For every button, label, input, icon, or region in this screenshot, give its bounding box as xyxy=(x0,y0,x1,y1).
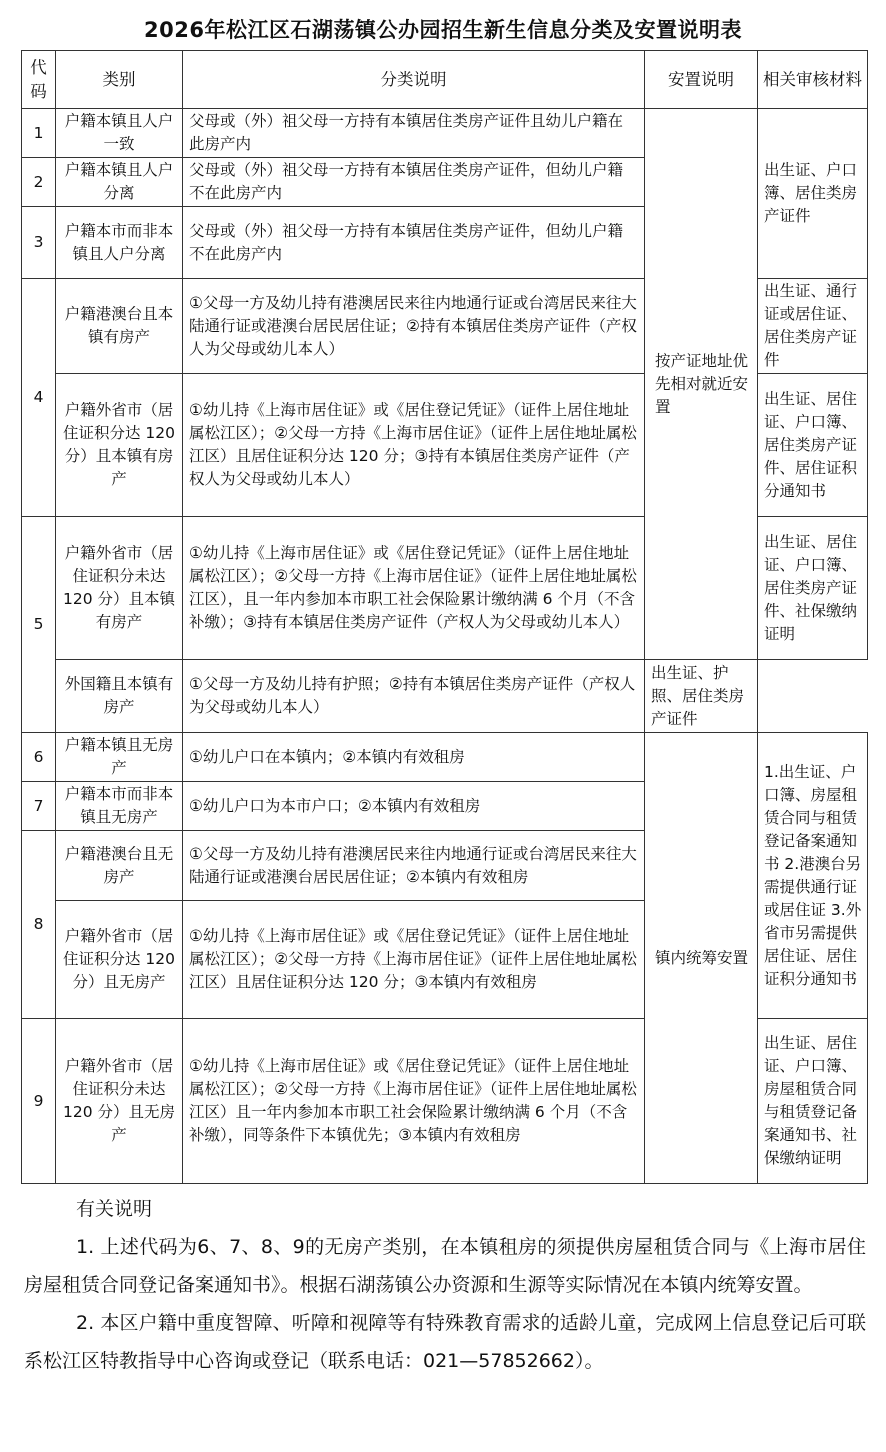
materials-cell: 出生证、居住证、户口簿、居住类房产证件、居住证积分通知书 xyxy=(758,374,868,517)
row-category: 户籍港澳台且本镇有房产 xyxy=(56,279,183,374)
materials-cell: 出生证、户口簿、居住类房产证件 xyxy=(758,109,868,279)
row-description: ①幼儿户口为本市户口；②本镇内有效租房 xyxy=(183,782,645,831)
row-description: ①父母一方及幼儿持有港澳居民来往内地通行证或台湾居民来往大陆通行证或港澳台居民居住证；②本镇内有效租房 xyxy=(183,831,645,901)
notes-section xyxy=(24,1190,866,1380)
materials-cell: 出生证、居住证、户口簿、居住类房产证件、社保缴纳证明 xyxy=(758,517,868,660)
table-header-row xyxy=(22,51,868,109)
row-category: 户籍外省市（居住证积分达 120 分）且无房产 xyxy=(56,901,183,1019)
row-code: 3 xyxy=(22,207,56,279)
row-code: 4 xyxy=(22,279,56,517)
row-code: 7 xyxy=(22,782,56,831)
materials-cell: 出生证、居住证、户口簿、房屋租赁合同与租赁登记备案通知书、社保缴纳证明 xyxy=(758,1019,868,1184)
row-description: ①父母一方及幼儿持有护照；②持有本镇居住类房产证件（产权人为父母或幼儿本人） xyxy=(183,660,645,733)
materials-cell: 出生证、护照、居住类房产证件 xyxy=(645,660,758,733)
row-description: ①幼儿持《上海市居住证》或《居住登记凭证》（证件上居住地址属松江区）；②父母一方持《上海市居住证》（证件上居住地址属松江区）且居住证积分达 120 分；③本镇内有效租房 xyxy=(183,901,645,1019)
header-materials: 相关审核材料 xyxy=(758,51,868,109)
placement-owned: 按产证地址优先相对就近安置 xyxy=(645,109,758,660)
row-category: 户籍外省市（居住证积分达 120 分）且本镇有房产 xyxy=(56,374,183,517)
row-description: ①幼儿户口在本镇内；②本镇内有效租房 xyxy=(183,733,645,782)
placement-rented: 镇内统筹安置 xyxy=(645,733,758,1184)
row-category: 户籍外省市（居住证积分未达 120 分）且无房产 xyxy=(56,1019,183,1184)
header-category: 类别 xyxy=(56,51,183,109)
row-description: ①幼儿持《上海市居住证》或《居住登记凭证》（证件上居住地址属松江区）；②父母一方持《上海市居住证》（证件上居住地址属松江区）且居住证积分达 120 分；③持有本镇居住类房产证件（产权人为父母或幼儿本人） xyxy=(183,374,645,517)
notes-heading: 有关说明 xyxy=(76,1198,153,1220)
materials-cell: 1.出生证、户口簿、房屋租赁合同与租赁登记备案通知书 2.港澳台另需提供通行证或居住证 3.外省市另需提供居住证、居住证积分通知书 xyxy=(758,733,868,1019)
row-category: 户籍本镇且人户一致 xyxy=(56,109,183,158)
note-item: 1. 上述代码为6、7、8、9的无房产类别，在本镇租房的须提供房屋租赁合同与《上海市居住房屋租赁合同登记备案通知书》。根据石湖荡镇公办资源和生源等实际情况在本镇内统筹安置。 xyxy=(24,1236,866,1296)
row-category: 户籍港澳台且无房产 xyxy=(56,831,183,901)
row-category: 户籍本镇且人户分离 xyxy=(56,158,183,207)
header-placement: 安置说明 xyxy=(645,51,758,109)
header-code: 代码 xyxy=(22,51,56,109)
materials-cell: 出生证、通行证或居住证、居住类房产证件 xyxy=(758,279,868,374)
row-description: ①幼儿持《上海市居住证》或《居住登记凭证》（证件上居住地址属松江区）；②父母一方持《上海市居住证》（证件上居住地址属松江区）且一年内参加本市职工社会保险累计缴纳满 6 个月（不含补缴），同等条件下本镇优先；③本镇内有效租房 xyxy=(183,1019,645,1184)
row-code: 9 xyxy=(22,1019,56,1184)
table-row xyxy=(22,109,868,158)
row-description: 父母或（外）祖父母一方持有本镇居住类房产证件，但幼儿户籍不在此房产内 xyxy=(183,158,645,207)
row-description: ①父母一方及幼儿持有港澳居民来往内地通行证或台湾居民来往大陆通行证或港澳台居民居住证；②持有本镇居住类房产证件（产权人为父母或幼儿本人） xyxy=(183,279,645,374)
row-description: ①幼儿持《上海市居住证》或《居住登记凭证》（证件上居住地址属松江区）；②父母一方持《上海市居住证》（证件上居住地址属松江区），且一年内参加本市职工社会保险累计缴纳满 6 个月（不含补缴）；③持有本镇居住类房产证件（产权人为父母或幼儿本人） xyxy=(183,517,645,660)
note-item: 2. 本区户籍中重度智障、听障和视障等有特殊教育需求的适龄儿童，完成网上信息登记后可联系松江区特教指导中心咨询或登记（联系电话：021—57852662）。 xyxy=(24,1312,866,1372)
row-category: 户籍外省市（居住证积分未达 120 分）且本镇有房产 xyxy=(56,517,183,660)
table-row xyxy=(22,660,868,733)
row-description: 父母或（外）祖父母一方持有本镇居住类房产证件且幼儿户籍在此房产内 xyxy=(183,109,645,158)
row-category: 外国籍且本镇有房产 xyxy=(56,660,183,733)
row-category: 户籍本市而非本镇且人户分离 xyxy=(56,207,183,279)
row-code: 1 xyxy=(22,109,56,158)
row-code: 5 xyxy=(22,517,56,733)
header-description: 分类说明 xyxy=(183,51,645,109)
page-title: 2026年松江区石湖荡镇公办园招生新生信息分类及安置说明表 xyxy=(144,18,742,42)
row-category: 户籍本镇且无房产 xyxy=(56,733,183,782)
row-category: 户籍本市而非本镇且无房产 xyxy=(56,782,183,831)
row-code: 2 xyxy=(22,158,56,207)
classification-table xyxy=(21,50,868,1184)
row-description: 父母或（外）祖父母一方持有本镇居住类房产证件，但幼儿户籍不在此房产内 xyxy=(183,207,645,279)
row-code: 6 xyxy=(22,733,56,782)
row-code: 8 xyxy=(22,831,56,1019)
table-row xyxy=(22,733,868,782)
